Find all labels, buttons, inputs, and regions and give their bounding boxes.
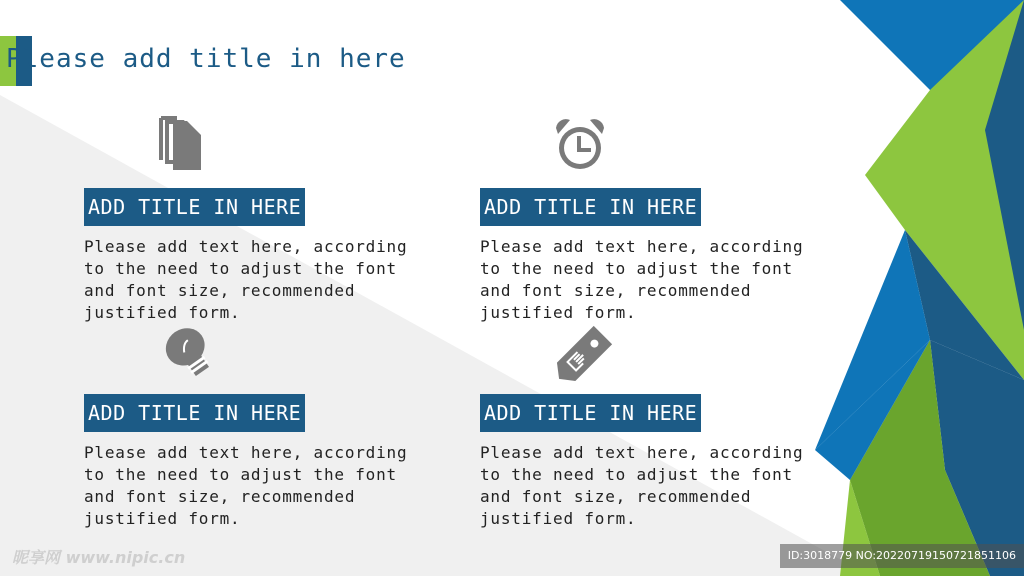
content-block-4 (480, 316, 840, 528)
block-heading: ADD TITLE IN HERE (84, 394, 305, 432)
lightbulb-icon (154, 324, 224, 384)
block-text: Please add text here, according to the need to adjust the font and font size, recommended justified form. (480, 237, 804, 322)
block-heading: ADD TITLE IN HERE (480, 394, 701, 432)
slide-title: Please add title in here (6, 44, 406, 74)
block-text: Please add text here, according to the need to adjust the font and font size, recommended justified form. (84, 443, 408, 528)
documents-icon (154, 110, 214, 170)
content-block-3 (84, 316, 444, 528)
content-block-2 (480, 110, 840, 322)
watermark-logo: 昵享网 www.nipic.cn (12, 548, 186, 567)
block-heading: ADD TITLE IN HERE (480, 188, 701, 226)
content-block-1 (84, 110, 444, 322)
block-heading: ADD TITLE IN HERE (84, 188, 305, 226)
alarm-clock-icon (550, 116, 610, 176)
block-text: Please add text here, according to the need to adjust the font and font size, recommended justified form. (480, 443, 804, 528)
block-text: Please add text here, according to the need to adjust the font and font size, recommended justified form. (84, 237, 408, 322)
watermark-id: ID:3018779 NO:20220719150721851106 (780, 544, 1024, 568)
tag-icon (546, 322, 616, 392)
